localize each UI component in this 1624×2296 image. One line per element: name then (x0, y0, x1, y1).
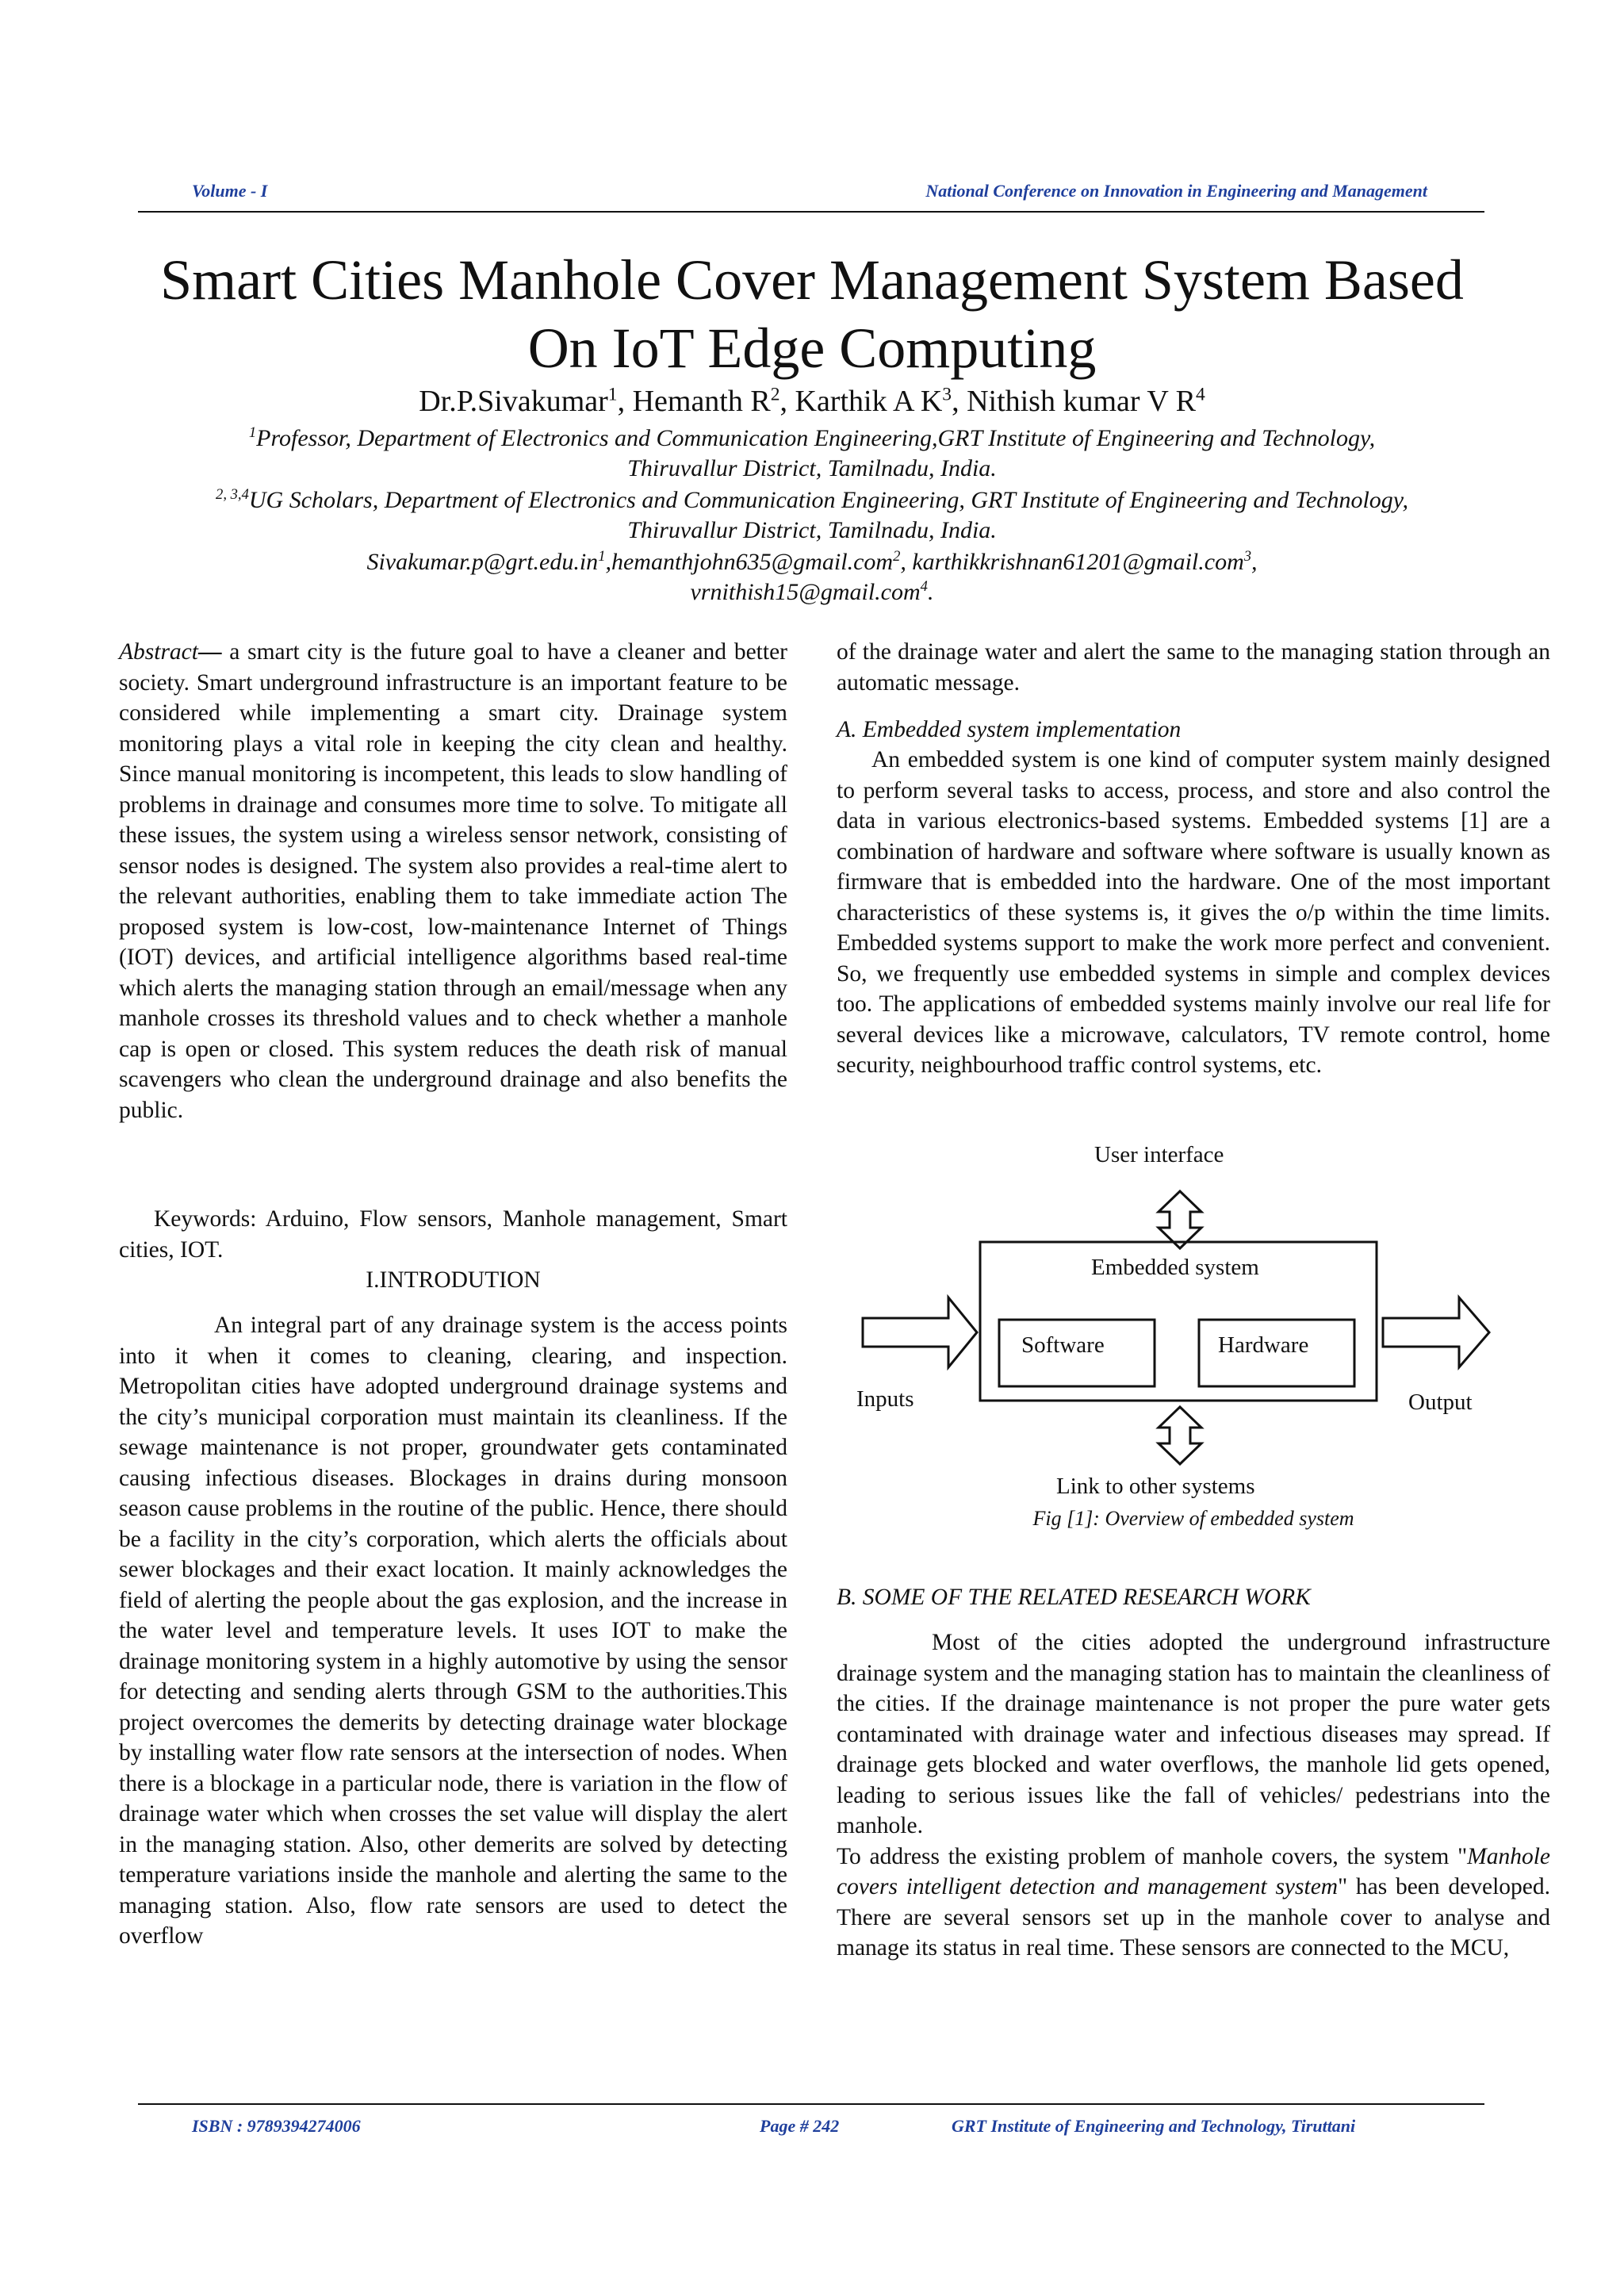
paper-title (79, 246, 1545, 382)
email-4-sup: 4 (920, 578, 928, 595)
section-a-text: An embedded system is one kind of computer system mainly designed to perform several tasks to access, process, and store and also control the data in various electronics-based systems. Embedded systems [1] are a combination of hardware and software where software is usually known as firmware that is embedded into the hardware. One of the most important characteristics of these systems is, it gives the o/p within the time limits. Embedded systems support to make the work more perfect and convenient. So, we frequently use embedded systems in simple and complex devices too. The applications of embedded systems mainly involve our real life for several devices like a microwave, calculators, TV remote control, home security, neighbourhood traffic control systems, etc. (837, 747, 1550, 1078)
introduction-continuation: of the drainage water and alert the same to the managing station through an automatic message. (837, 639, 1550, 696)
author-3-sup: 3 (942, 384, 952, 405)
affiliation-2-sup: 2, 3,4 (216, 486, 249, 503)
section-a-heading: A. Embedded system implementation (837, 717, 1182, 742)
introduction-text: An integral part of any drainage system is the access points into it when it comes to cleaning, clearing, and inspection. Metropolitan cities have adopted underground drainage systems and the city’s municipal corporation must maintain its cleanliness. If the sewage maintenance is not proper, groundwater gets contaminated causing infectious diseases. Blockages in drains during monsoon season cause problems in the routine of the public. Hence, there should be a facility in the city’s corporation, which alerts the officials about sewer blockages and their exact location. It mainly acknowledges the field of alerting the people about the gas explosion, and the increase in the water level and temperature levels. It uses IOT to make the drainage monitoring system in a highly automotive by using the sensor for detecting and sending alerts through GSM to the authorities.This project overcomes the demerits by detecting drainage water blockage by installing water flow rate sensors at the intersection of nodes. When there is a blockage in a particular node, there is variation in the flow of drainage water which when crosses the set value will display the alert in the managing station. Also, other demerits are solved by detecting temperature variations inside the manhole and alerting the same to the managing station. Also, flow rate sensors are used to detect the overflow (119, 1313, 787, 1949)
email-4[interactable]: vrnithish15@gmail.com (690, 579, 921, 605)
author-3: , Karthik A K (779, 385, 943, 418)
inputs-label: Inputs (856, 1386, 914, 1412)
abstract (119, 637, 787, 1125)
author-1: Dr.P.Sivakumar (419, 385, 608, 418)
email-4-end: . (927, 579, 934, 605)
output-label: Output (1408, 1389, 1473, 1415)
author-2: , Hemanth R (617, 385, 771, 418)
author-list (79, 382, 1545, 420)
figure-caption: Fig [1]: Overview of embedded system (1032, 1507, 1354, 1530)
footer-rule (138, 2103, 1484, 2105)
user-interface-arrow (1159, 1191, 1201, 1248)
hardware-label: Hardware (1218, 1332, 1309, 1358)
author-emails (111, 547, 1513, 608)
footer-isbn: ISBN : 9789394274006 (192, 2116, 361, 2136)
section-b-body (837, 1627, 1550, 1964)
software-label: Software (1021, 1332, 1105, 1358)
email-1[interactable]: Sivakumar.p@grt.edu.in (366, 549, 599, 575)
abstract-label: Abstract (119, 639, 198, 665)
affiliation-1-sup: 1 (248, 424, 257, 441)
footer-institution: GRT Institute of Engineering and Technology, Tiruttani (952, 2116, 1356, 2136)
header-rule (138, 211, 1484, 213)
author-4-sup: 4 (1195, 384, 1205, 405)
link-arrow (1159, 1407, 1201, 1464)
output-arrow (1383, 1297, 1489, 1367)
author-2-sup: 2 (770, 384, 780, 405)
abstract-text: a smart city is the future goal to have a cleaner and better society. Smart underground infrastructure is an important feature to be considered while implementing a smart city. Drainage system monitoring plays a vital role in keeping the city clean and healthy. Since manual monitoring is incompetent, this leads to slow handling of problems in drainage and consumes more time to solve. To mitigate all these issues, the system using a wireless sensor network, consisting of sensor nodes is designed. The system also provides a real-time alert to the relevant authorities, enabling them to take immediate action The proposed system is low-cost, low-maintenance Internet of Things (IOT) devices, and artificial intelligence algorithms based real-time which alerts the managing station through an email/message when any manhole crosses its threshold values and to check whether a manhole cap is open or closed. This system reduces the death risk of manual scavengers who clean the underground drainage and also benefits the public. (119, 639, 787, 1123)
email-3-end: , (1251, 549, 1258, 575)
section-b-p2-italic: Manhole covers intelligent detection and management system (837, 1843, 1550, 1899)
author-4: , Nithish kumar V R (952, 385, 1196, 418)
introduction-heading: I.INTRODUTION (366, 1267, 541, 1293)
email-2[interactable]: ,hemanthjohn635@gmail.com (605, 549, 894, 575)
section-a-body (837, 745, 1550, 1081)
keywords (119, 1204, 787, 1265)
section-b-heading: B. SOME OF THE RELATED RESEARCH WORK (837, 1585, 1311, 1610)
affiliation-2-line-2: Thiruvallur District, Tamilnadu, India. (627, 517, 997, 543)
section-b-paragraph-2 (837, 1842, 1550, 1964)
affiliation-1-line-1: Professor, Department of Electronics and Communication Engineering,GRT Institute of Engineering and Technology, (256, 425, 1376, 451)
email-3-sup: 3 (1243, 548, 1252, 565)
author-1-sup: 1 (607, 384, 618, 405)
keywords-text: Keywords: Arduino, Flow sensors, Manhole management, Smart cities, IOT. (119, 1206, 787, 1263)
email-2-sup: 2 (893, 548, 901, 565)
inputs-arrow (863, 1297, 977, 1367)
section-b-p2-start: To address the existing problem of manhole covers, the system " (837, 1843, 1468, 1869)
affiliation-1 (111, 424, 1513, 484)
embedded-system-label: Embedded system (1091, 1255, 1259, 1280)
link-label: Link to other systems (1056, 1474, 1255, 1499)
affiliation-2-line-1: UG Scholars, Department of Electronics and Communication Engineering, GRT Institute of Engineering and Technology, (248, 487, 1408, 513)
embedded-system-figure (848, 1142, 1522, 1539)
footer-page-number: Page # 242 (760, 2116, 840, 2136)
user-interface-label: User interface (1094, 1142, 1224, 1167)
email-1-sup: 1 (598, 548, 606, 565)
header-volume: Volume - I (192, 181, 268, 201)
title-line-1: Smart Cities Manhole Cover Management System Based (160, 248, 1464, 312)
email-3[interactable]: , karthikkrishnan61201@gmail.com (900, 549, 1244, 575)
introduction (119, 1310, 787, 1952)
section-b-p2-end: " has been developed. There are several sensors set up in the manhole cover to analyse and manage its status in real time. These sensors are connected to the MCU, (837, 1874, 1550, 1961)
abstract-dash: — (197, 639, 222, 665)
section-b-paragraph-1: Most of the cities adopted the underground infrastructure drainage system and the managing station has to maintain the cleanliness of the cities. If the drainage maintenance is not proper the pure water gets contaminated with drainage water and infectious diseases may spread. If drainage gets blocked and water overflows, the manhole lid gets opened, leading to serious issues like the fall of vehicles/ pedestrians into the manhole. (837, 1630, 1550, 1838)
header-conference: National Conference on Innovation in Engineering and Management (925, 181, 1427, 201)
title-line-2: On IoT Edge Computing (527, 316, 1097, 380)
affiliation-1-line-2: Thiruvallur District, Tamilnadu, India. (627, 455, 997, 481)
affiliation-2 (111, 485, 1513, 546)
